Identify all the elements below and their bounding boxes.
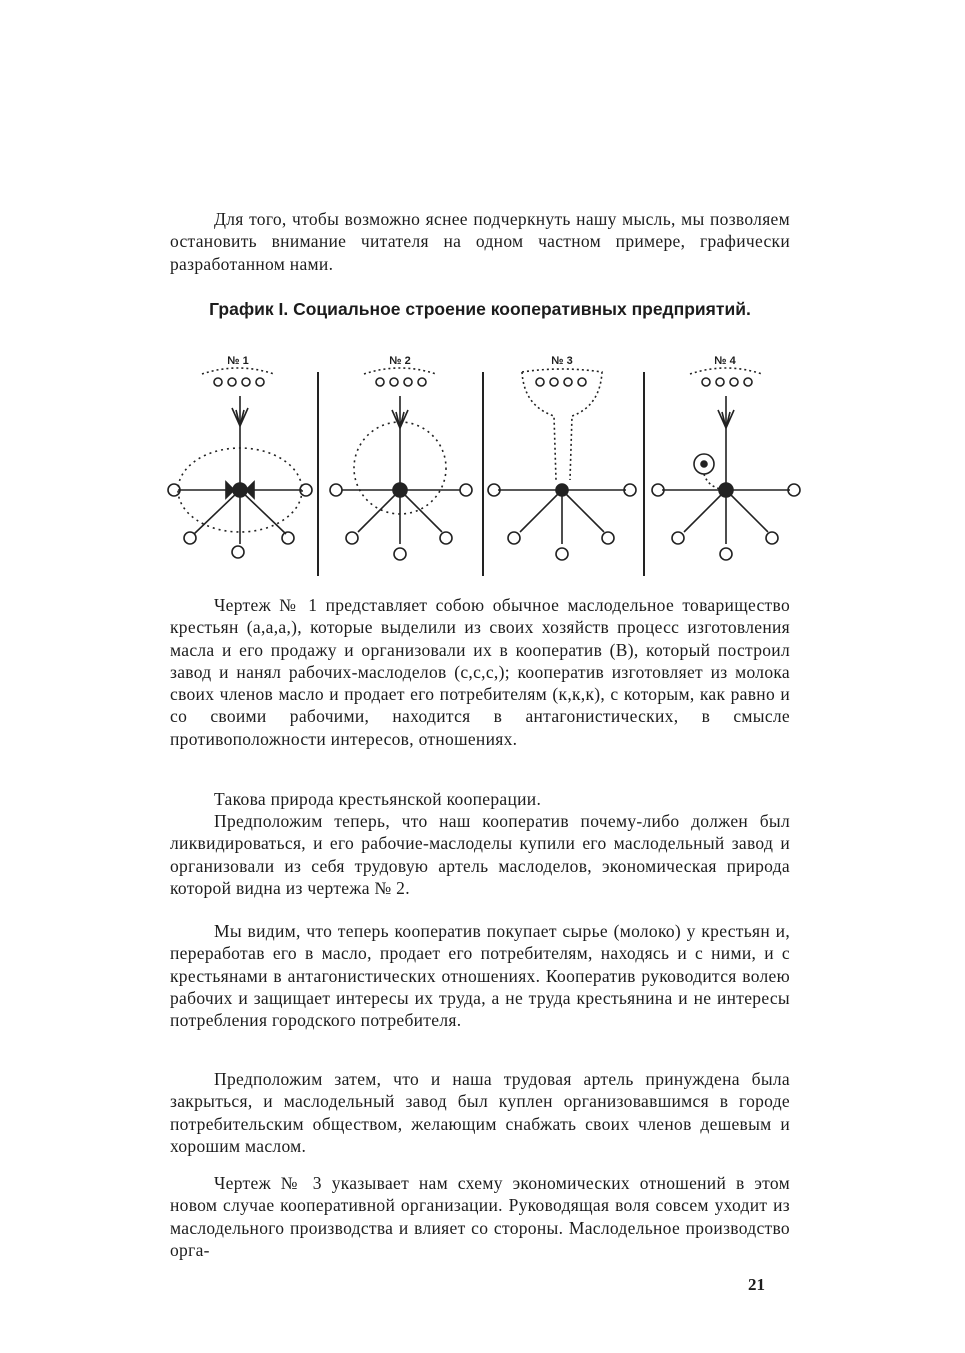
page-number: 21 bbox=[748, 1275, 765, 1294]
body-paragraph-1: Чертеж № 1 представляет собою обычное маслодельное товарищество крестьян (а,а,а,), которые выделили из своих хозяйств процесс изготовления масла и его продажу и организовали их в кооператив (В), который построил завод и нанял рабочих-маслоделов (с,с,с,); кооператив изготовляет из молока своих членов масло и продает его потребителям (к,к,к), с которым, как равно и со своими рабочими, находится в антагонистических, в смысле противоположности интересов, отношениях. bbox=[170, 595, 790, 749]
body-paragraph-2: Такова природа крестьянской кооперации. bbox=[214, 789, 542, 809]
diagram-panel-4 bbox=[652, 368, 800, 560]
body-paragraph-4: Мы видим, что теперь кооператив покупает сырье (молоко) у крестьян и, переработав его в масло, продает его потребителям, находясь и с ними, и с крестьянами в антагонистических отношениях. Кооператив руководится волею рабочих и защищает интересы их труда, а не труда крестьянина и не интересы потребления городского потребителя. bbox=[170, 921, 790, 1031]
panel-2-label: № 2 bbox=[389, 355, 411, 367]
body-paragraph-3: Предположим теперь, что наш кооператив почему-либо должен был ликвидироваться, и его рабочие-маслоделы купили его маслодельный завод и организовали из себя трудовую артель маслоделов, экономическая природа которой видна из чертежа № 2. bbox=[170, 811, 790, 898]
diagram-panel-2 bbox=[330, 368, 472, 560]
panel-4-label: № 4 bbox=[714, 355, 736, 367]
body-paragraph-6: Чертеж № 3 указывает нам схему экономических отношений в этом новом случае кооперативной организации. Руководящая воля совсем уходит из маслодельного производства и влияет со стороны. Маслодельное производство орга- bbox=[170, 1173, 790, 1260]
social-structure-figure bbox=[160, 348, 820, 584]
diagram-panel-1 bbox=[168, 368, 312, 558]
panel-1-label: № 1 bbox=[227, 355, 249, 367]
body-paragraph-5: Предположим затем, что и наша трудовая артель принуждена была закрыться, и маслодельный завод был куплен организовавшимся в городе потребительским обществом, желающим снабжать своих членов дешевым и хорошим маслом. bbox=[170, 1069, 790, 1156]
figure-caption: График I. Социальное строение кооперативных предприятий. bbox=[209, 299, 751, 319]
diagram-panel-3 bbox=[488, 369, 636, 560]
panel-3-label: № 3 bbox=[551, 355, 573, 367]
figure-svg bbox=[160, 348, 820, 584]
consumer-icons bbox=[214, 378, 264, 386]
intro-paragraph: Для того, чтобы возможно яснее подчеркнуть нашу мысль, мы позволяем остановить внимание читателя на одном частном примере, графически разработанном нами. bbox=[170, 209, 790, 274]
